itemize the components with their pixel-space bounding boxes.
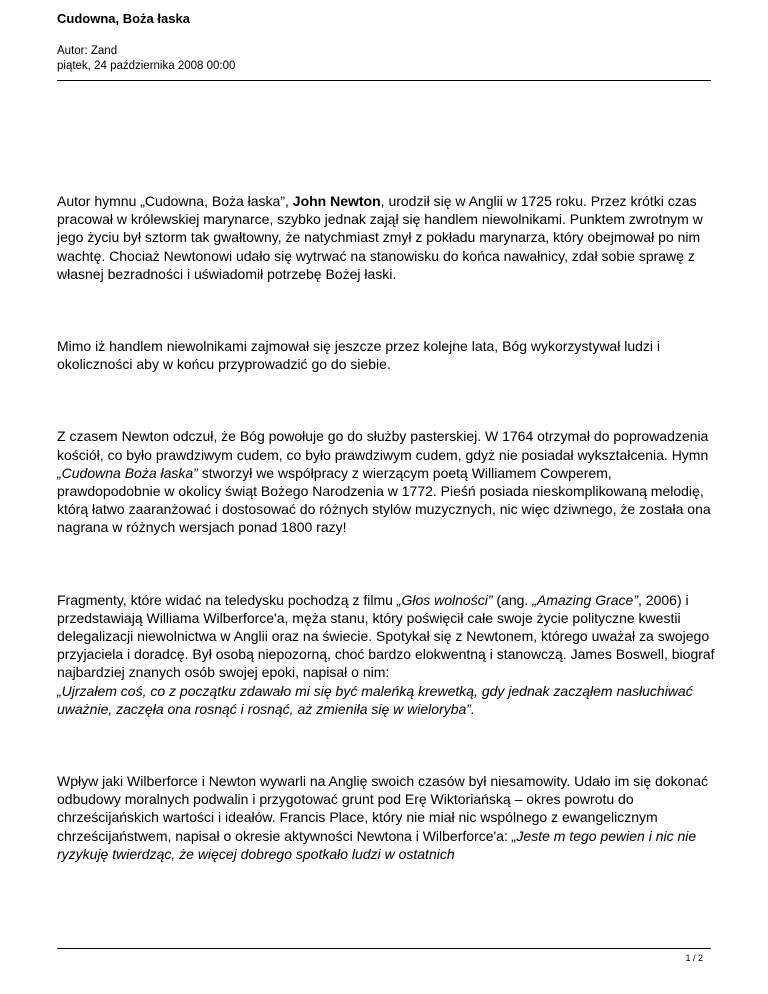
italic-film-title: „Głos wolności” <box>396 591 493 608</box>
paragraph-4: Fragmenty, które widać na teledysku pochodzą z filmu „Głos wolności” (ang. „Amazing Grace”, 2006) i przedstawiają Williama Wilberforce'a, męża stanu, który poświęcił całe swoje życie polityczne kwestii delegalizacji niewolnictwa w Anglii oraz na świecie. Spotykał się z Newtonem, którego uważał za swojego przyjaciela i doradcę. Był osobą niepozorną, choć bardzo elokwentną i stanowczą. James Boswell, biograf najbardziej znanych osób swojej epoki, napisał o nim: „Ujrzałem coś, co z początku zdawało mi się być maleńką krewetką, gdy jednak zacząłem nasłuchiwać uważnie, zaczęła ona rosnąć i rosnąć, aż zmieniła się w wieloryba”. <box>57 591 715 717</box>
paragraph-1: Autor hymnu „Cudowna, Boża łaska”, John Newton, urodził się w Anglii w 1725 roku. Przez krótki czas pracował w królewskiej marynarce, szybko jednak zajął się handlem niewolnikami. Punktem zwrotnym w jego życiu był sztorm tak gwałtowny, że natychmiast zmył z pokładu marynarza, który obejmował po nim wachtę. Chociaż Newtonowi udało się wytrwać na stanowisku do końca nawałnicy, zdał sobie sprawę z własnej bezradności i uświadomił potrzebę Bożej łaski. <box>57 193 703 282</box>
page-number: 1 / 2 <box>685 953 703 963</box>
footer-divider <box>57 948 711 949</box>
paragraph-3: Z czasem Newton odczuł, że Bóg powołuje go do służby pasterskiej. W 1764 otrzymał do poprowadzenia kościół, co było prawdziwym cudem, co było prawdziwym cudem, gdyż nie posiadał wykształcenia. Hymn „Cudowna Boża łaska” stworzył we współpracy z wierzącym poetą Williamem Cowperem, prawdopodobnie w okolicy świąt Bożego Narodzenia w 1772. Pieśń posiada nieskomplikowaną melodię, którą łatwo zaaranżować i dostosować do różnych stylów muzycznych, nic więc dziwnego, że została ona nagrana w różnych wersjach ponad 1800 razy! <box>57 428 711 536</box>
article-title: Cudowna, Boża łaska <box>57 11 190 26</box>
header-divider <box>57 80 711 81</box>
italic-film-title-en: „Amazing Grace” <box>532 591 639 608</box>
italic-title: „Cudowna Boża łaska” <box>57 464 198 481</box>
italic-quote: „Ujrzałem coś, co z początku zdawało mi się być maleńką krewetką, gdy jednak zacząłem nasłuchiwać uważnie, zaczęła ona rosnąć i rosnąć, aż zmieniła się w wieloryba”. <box>57 682 693 717</box>
article-author: Autor: Zand <box>57 45 118 57</box>
article-date: piątek, 24 października 2008 00:00 <box>57 60 236 72</box>
paragraph-5: Wpływ jaki Wilberforce i Newton wywarli na Anglię swoich czasów był niesamowity. Udało im się dokonać odbudowy moralnych podwalin i przygotować grunt pod Erę Wiktoriańską – okres powrotu do chrześcijańskich wartości i ideałów. Francis Place, który nie miał nic wspólnego z ewangelicznym chrześcijaństwem, napisał o okresie aktywności Newtona i Wilberforce'a: „Jeste m tego pewien i nic nie ryzykuję twierdząc, że więcej dobrego spotkało ludzi w ostatnich <box>57 773 708 862</box>
article-meta <box>57 44 235 74</box>
bold-name: John Newton <box>292 193 381 209</box>
article-body <box>57 192 717 863</box>
italic-quote: „Jeste m tego pewien i nic nie ryzykuję twierdząc, że więcej dobrego spotkało ludzi w ostatnich <box>57 827 697 862</box>
paragraph-2: Mimo iż handlem niewolnikami zajmował się jeszcze przez kolejne lata, Bóg wykorzystywał ludzi i okoliczności aby w końcu przyprowadzić go do siebie. <box>57 338 661 373</box>
